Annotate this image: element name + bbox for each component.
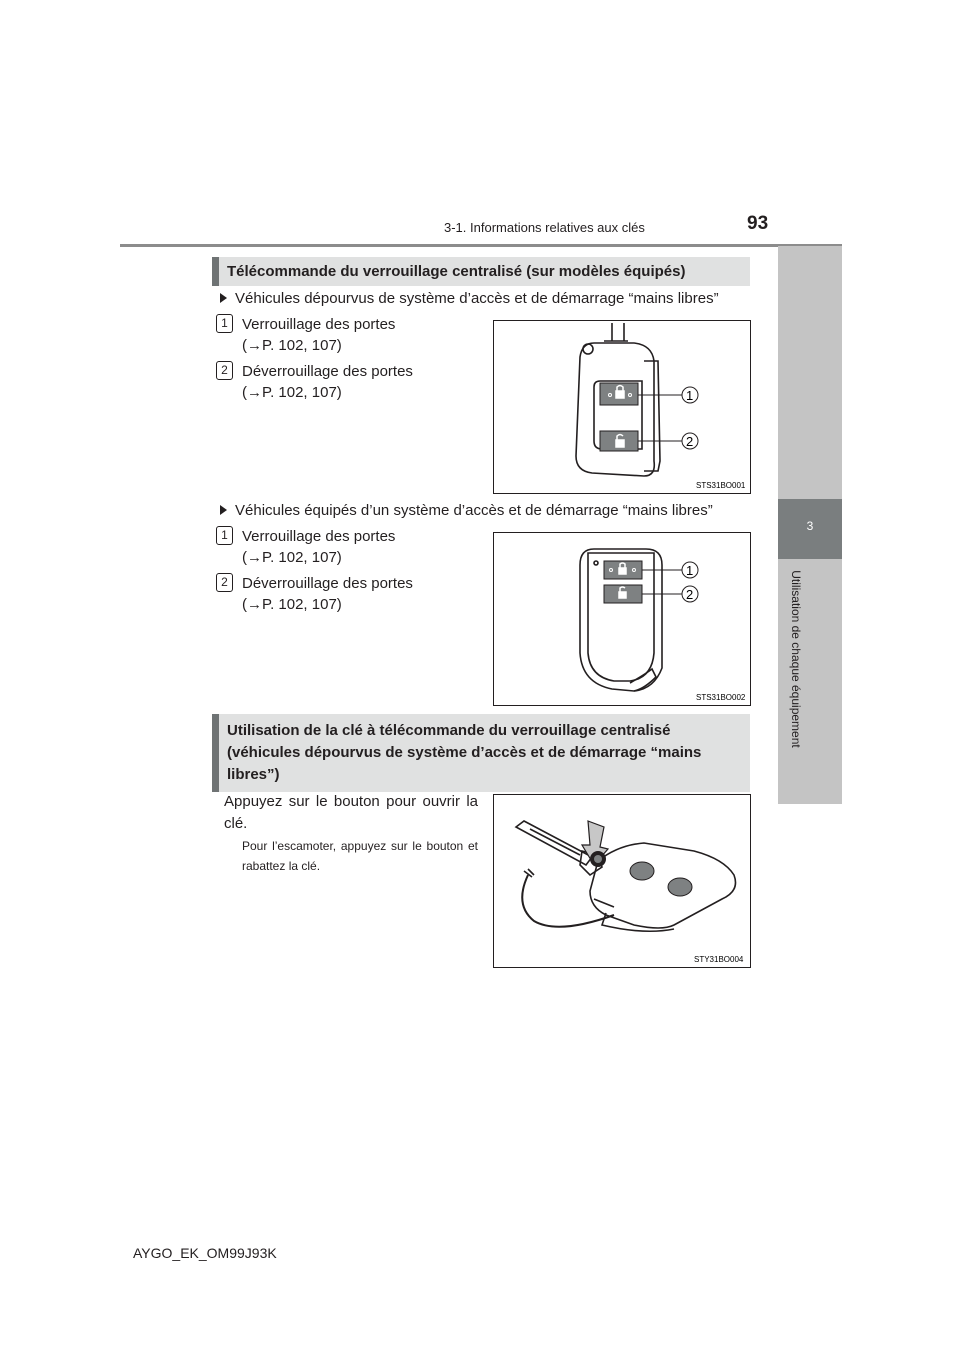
item-number-badge: 2	[216, 361, 233, 380]
bullet-no-smart-entry	[220, 290, 719, 307]
flip-key-illustration	[494, 321, 750, 493]
chapter-tab-bottom	[778, 559, 842, 804]
callout-1: 1	[686, 563, 694, 578]
callout-2: 2	[686, 434, 694, 449]
running-header-title: 3-1. Informations relatives aux clés	[444, 220, 645, 235]
chapter-number: 3	[806, 519, 814, 533]
figure-code: STY31BO004	[694, 955, 744, 964]
section-heading-line: Utilisation de la clé à télécommande du verrouillage centralisé	[227, 722, 671, 739]
item-page-ref: (→P. 102, 107)	[242, 384, 342, 401]
bullet-triangle-icon	[220, 505, 227, 515]
callout-1: 1	[686, 388, 694, 403]
callout-2: 2	[686, 587, 694, 602]
section-heading-key-use	[212, 714, 750, 792]
figure-key-flip-open	[493, 794, 751, 968]
item-number-badge: 2	[216, 573, 233, 592]
header-rule	[120, 244, 842, 247]
section-heading-remote	[212, 257, 750, 286]
bullet-smart-entry	[220, 502, 713, 519]
section-heading-line: libres”)	[227, 766, 280, 783]
section-heading-text: Télécommande du verrouillage centralisé (sur modèles équipés)	[227, 263, 686, 280]
document-code: AYGO_EK_OM99J93K	[133, 1245, 277, 1261]
page-number: 93	[747, 213, 769, 234]
chapter-tab-top	[778, 246, 842, 499]
item-label: Verrouillage des portes	[242, 316, 396, 333]
list-item	[242, 526, 395, 568]
item-page-ref: (→P. 102, 107)	[242, 596, 342, 613]
list-item	[242, 361, 413, 403]
section-heading-line: (véhicules dépourvus de système d’accès et de démarrage “mains	[227, 744, 702, 761]
key-flip-illustration	[494, 795, 750, 967]
smart-key-illustration	[494, 533, 750, 705]
item-number-badge: 1	[216, 526, 233, 545]
instruction-text: Appuyez sur le bouton pour ouvrir la clé.	[224, 793, 478, 832]
item-page-ref: (→P. 102, 107)	[242, 337, 342, 354]
figure-code: STS31BO001	[696, 481, 746, 490]
list-item	[242, 573, 413, 615]
item-label: Verrouillage des portes	[242, 528, 396, 545]
list-item	[242, 314, 395, 356]
item-label: Déverrouillage des portes	[242, 363, 413, 380]
item-page-ref: (→P. 102, 107)	[242, 549, 342, 566]
bullet-text: Véhicules dépourvus de système d’accès et de démarrage “mains libres”	[235, 290, 719, 307]
bullet-triangle-icon	[220, 293, 227, 303]
bullet-text: Véhicules équipés d’un système d’accès et de démarrage “mains libres”	[235, 502, 713, 519]
instruction-note: Pour l’escamoter, appuyez sur le bouton et rabattez la clé.	[242, 839, 478, 873]
item-number-badge: 1	[216, 314, 233, 333]
figure-smart-key	[493, 532, 751, 706]
chapter-title: Utilisation de chaque équipement	[789, 570, 803, 748]
figure-flip-key	[493, 320, 751, 494]
figure-code: STS31BO002	[696, 693, 746, 702]
item-label: Déverrouillage des portes	[242, 575, 413, 592]
